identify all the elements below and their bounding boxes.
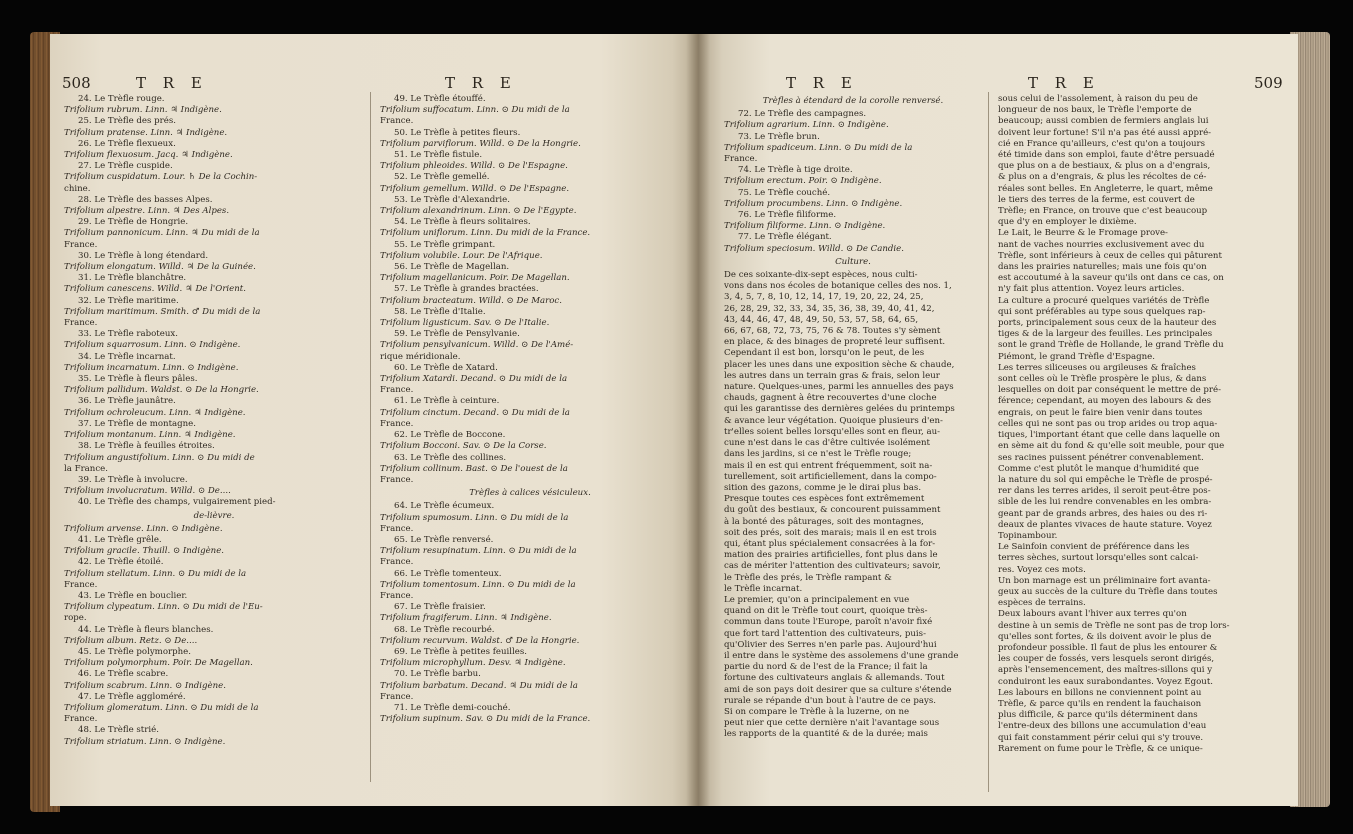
text-line: 64. Le Trèfle écumeux.: [394, 501, 495, 512]
text-line: 38. Le Trèfle à feuilles étroites.: [78, 441, 215, 452]
text-line: cas de mériter l'attention des cultivateurs; savoir,: [724, 561, 941, 572]
text-line: 57. Le Trèfle à grandes bractées.: [394, 284, 539, 295]
text-line: 52. Le Trèfle gemellé.: [394, 172, 490, 183]
text-line: lesquelles on doit par conséquent le mettre de pré-: [998, 385, 1222, 396]
text-line: mation des prairies artificielles, font plus dans le: [724, 550, 938, 561]
text-line: Trèfles à étendard de la corolle renversé.: [762, 96, 944, 106]
left-page-column-rule: [370, 92, 371, 782]
text-line: Trifolium spumosum. Linn. ⊙ Du midi de la: [380, 512, 569, 523]
text-line: Trifolium album. Retz. ⊙ De....: [64, 635, 198, 646]
right-page-column-2: [998, 94, 1260, 755]
text-line: Trifolium resupinatum. Linn. ⊙ Du midi de la: [380, 546, 577, 557]
text-line: tiques, l'important étant que celle dans laquelle on: [998, 430, 1221, 441]
text-line: cié en France qu'ailleurs, c'est qu'on a toujours: [998, 138, 1206, 149]
text-line: sible de les lui rendre convenables en les ombra-: [998, 497, 1212, 508]
text-line: Le premier, qu'on a principalement en vue: [724, 594, 910, 605]
text-line: 25. Le Trèfle des prés.: [78, 116, 176, 127]
text-line: partie du nord & de l'est de la France; il fait la: [724, 662, 928, 673]
left-page-column-1: [64, 94, 364, 748]
text-line: 68. Le Trèfle recourbé.: [394, 624, 495, 635]
text-line: dans les prairies naturelles; mais une fois qu'on: [998, 262, 1207, 273]
text-line: dans les jardins, si ce n'est le Trèfle rouge;: [724, 449, 912, 460]
text-line: & plus on a d'engrais, & plus les récoltes de cé-: [998, 172, 1207, 183]
text-line: Trifolium alexandrinum. Linn. ⊙ De l'Égypte.: [380, 206, 577, 217]
text-line: 36. Le Trèfle jaunâtre.: [78, 396, 176, 407]
text-line: 77. Le Trèfle élégant.: [738, 232, 832, 243]
right-page: [698, 34, 1298, 806]
text-line: France.: [380, 116, 414, 127]
text-line: Trifolium bracteatum. Willd. ⊙ De Maroc.: [380, 295, 562, 306]
text-line: profondeur possible. Il faut de plus les entourer &: [998, 642, 1218, 653]
text-line: vons dans nos écoles de botanique celles des nos. 1,: [724, 281, 952, 292]
text-line: sous celui de l'assolement, à raison du peu de: [998, 94, 1198, 104]
text-line: 54. Le Trèfle à fleurs solitaires.: [394, 217, 531, 228]
text-line: fortune des cultivateurs anglais & allemands. Tout: [724, 673, 945, 684]
text-line: Trifolium microphyllum. Desv. ♃ Indigène.: [380, 658, 566, 669]
text-line: 71. Le Trèfle demi-couché.: [394, 702, 511, 713]
text-line: 62. Le Trèfle de Boccone.: [394, 430, 506, 441]
text-line: Trifolium canescens. Willd. ♃ De l'Orient.: [64, 284, 246, 295]
text-line: France.: [64, 579, 98, 590]
right-page-column-1: [724, 94, 982, 741]
text-line: férence; cependant, au moyen des labours & des: [998, 396, 1211, 407]
text-line: sont le grand Trèfle de Hollande, le grand Trèfle du: [998, 340, 1224, 351]
text-line: espèces de terrains.: [998, 598, 1086, 609]
text-line: 47. Le Trèfle aggloméré.: [78, 691, 186, 702]
text-line: Les terres siliceuses ou argileuses & fraîches: [998, 362, 1196, 373]
text-line: France.: [380, 474, 414, 485]
text-line: longueur de nos baux, le Trèfle l'emporte de: [998, 105, 1192, 116]
text-line: terres sèches, surtout lorsqu'elles sont calcai-: [998, 553, 1199, 564]
text-line: 43. Le Trèfle en bouclier.: [78, 590, 188, 601]
text-line: Trifolium Bocconi. Sav. ⊙ De la Corse.: [380, 441, 547, 452]
text-line: 66, 67, 68, 72, 73, 75, 76 & 78. Toutes s'y sèment: [724, 326, 941, 337]
text-line: en sème ait du fond & qu'elle soit meuble, pour que: [998, 441, 1225, 452]
text-line: la nature du sol qui empêche le Trèfle de prospé-: [998, 474, 1213, 485]
text-line: 32. Le Trèfle maritime.: [78, 295, 179, 306]
text-line: destine à un semis de Trèfle ne sont pas de trop lors-: [998, 620, 1230, 631]
text-line: Trifolium fragiferum. Linn. ♃ Indigène.: [380, 613, 552, 624]
text-line: ses racines puissent pénétrer convenablement.: [998, 452, 1204, 463]
text-line: qu'elles sont fortes, & ils doivent avoir le plus de: [998, 631, 1212, 642]
text-line: Trifolium striatum. Linn. ⊙ Indigène.: [64, 736, 226, 747]
text-line: deaux de plantes vivaces de haute stature. Voyez: [998, 519, 1212, 530]
text-line: 61. Le Trèfle à ceinture.: [394, 396, 500, 407]
text-line: Trifolium involucratum. Willd. ⊙ De....: [64, 486, 231, 497]
text-line: Rarement on fume pour le Trèfle, & ce unique-: [998, 743, 1203, 754]
text-line: Topinambour.: [998, 530, 1058, 541]
text-line: que d'y en employer le dixième.: [998, 217, 1137, 228]
text-line: Si on compare le Trèfle à la luzerne, on ne: [724, 706, 910, 717]
text-line: La culture a procuré quelques variétés de Trèfle: [998, 295, 1210, 306]
text-line: Trifolium maritimum. Smith. ♂ Du midi de la: [64, 306, 261, 317]
text-line: 63. Le Trèfle des collines.: [394, 452, 507, 463]
text-line: 53. Le Trèfle d'Alexandrie.: [394, 194, 510, 205]
text-line: Trifolium suffocatum. Linn. ⊙ Du midi de la: [380, 105, 570, 116]
text-line: 41. Le Trèfle grêle.: [78, 534, 162, 545]
text-line: 26. Le Trèfle flexueux.: [78, 138, 176, 149]
text-line: Trifolium ochroleucum. Linn. ♃ Indigène.: [64, 407, 246, 418]
text-line: 29. Le Trèfle de Hongrie.: [78, 217, 189, 228]
text-line: les rapports de la quantité & de la durée; mais: [724, 729, 928, 740]
text-line: 24. Le Trèfle rouge.: [78, 94, 165, 104]
text-line: Le Lait, le Beurre & le Fromage prove-: [998, 228, 1168, 239]
text-line: geant par de grands arbres, des haies ou des ri-: [998, 508, 1208, 519]
open-book: [22, 12, 1340, 824]
text-line: 42. Le Trèfle étoilé.: [78, 557, 164, 568]
text-line: Trifolium phleoides. Willd. ⊙ De l'Espagne.: [380, 161, 568, 172]
text-line: France.: [380, 557, 414, 568]
text-line: 3, 4, 5, 7, 8, 10, 12, 14, 17, 19, 20, 22, 24, 25,: [724, 292, 924, 303]
left-page-number: 508: [62, 74, 91, 92]
text-line: France.: [64, 318, 98, 329]
text-line: tiges & de la largeur des feuilles. Les principales: [998, 329, 1213, 340]
text-line: Trifolium squarrosum. Linn. ⊙ Indigène.: [64, 340, 241, 351]
text-line: 43, 44, 46, 47, 48, 49, 50, 53, 57, 58, 64, 65,: [724, 314, 919, 325]
text-line: Trifolium speciosum. Willd. ⊙ De Candie.: [724, 243, 904, 254]
text-line: Trèfle, & parce qu'ils en rendent la fauchaison: [998, 698, 1202, 709]
text-line: qui sont préférables au type sous quelques rap-: [998, 306, 1206, 317]
text-line: commun dans toute l'Europe, paroît n'avoir fixé: [724, 617, 933, 628]
text-line: France.: [380, 590, 414, 601]
text-line: l'entre-deux des billons une accumulation d'eau: [998, 721, 1207, 732]
text-line: nant de vaches nourries exclusivement avec du: [998, 239, 1205, 250]
text-line: Trèfle, sont inférieurs à ceux de celles qui pâturent: [998, 250, 1222, 261]
right-running-head-1: T R E: [786, 74, 858, 92]
text-line: Trifolium elongatum. Willd. ♃ De la Guinée.: [64, 262, 256, 273]
text-line: France.: [64, 714, 98, 725]
text-line: Trifolium polymorphum. Poir. De Magellan.: [64, 658, 253, 669]
text-line: 39. Le Trèfle à involucre.: [78, 474, 188, 485]
text-line: 31. Le Trèfle blanchâtre.: [78, 273, 187, 284]
text-line: Trifolium pannonicum. Linn. ♃ Du midi de la: [64, 228, 260, 239]
text-line: Deux labours avant l'hiver aux terres qu'on: [998, 609, 1187, 620]
text-line: Trifolium magellanicum. Poir. De Magellan.: [380, 273, 570, 284]
text-line: sition des gazons, comme je le dirai plus bas.: [724, 482, 922, 493]
text-line: 48. Le Trèfle strié.: [78, 725, 159, 736]
text-line: Les labours en billons ne conviennent point au: [998, 687, 1202, 698]
text-line: Trifolium gracile. Thuill. ⊙ Indigène.: [64, 546, 225, 557]
text-line: n'y fait plus attention. Voyez leurs articles.: [998, 284, 1185, 295]
left-page: [50, 34, 698, 806]
text-line: 70. Le Trèfle barbu.: [394, 669, 481, 680]
text-line: les autres dans un terrain gras & frais, selon leur: [724, 370, 940, 381]
text-line: 30. Le Trèfle à long étendard.: [78, 250, 209, 261]
text-line: Trifolium tomentosum. Linn. ⊙ Du midi de la: [380, 579, 576, 590]
text-line: Trifolium pensylvanicum. Willd. ⊙ De l'Amé-: [380, 340, 574, 351]
text-line: mais il en est qui entrent fréquemment, soit na-: [724, 460, 933, 471]
text-line: le Trèfle des prés, le Trèfle rampant &: [724, 572, 892, 583]
text-line: 76. Le Trèfle filiforme.: [738, 210, 837, 221]
text-line: Trifolium scabrum. Linn. ⊙ Indigène.: [64, 680, 226, 691]
text-line: 34. Le Trèfle incarnat.: [78, 351, 176, 362]
text-line: France.: [380, 691, 414, 702]
text-line: 26, 28, 29, 32, 33, 34, 35, 36, 38, 39, 40, 41, 42,: [724, 303, 935, 314]
text-line: ports, principalement sous ceux de la hauteur des: [998, 318, 1217, 329]
text-line: beaucoup; aussi combien de fermiers anglais lui: [998, 116, 1209, 127]
text-line: 37. Le Trèfle de montagne.: [78, 418, 197, 429]
text-line: peut nier que cette dernière n'ait l'avantage sous: [724, 718, 940, 729]
text-line: rope.: [64, 613, 87, 624]
left-running-head-1: T R E: [136, 74, 208, 92]
right-page-number: 509: [1254, 74, 1283, 92]
text-line: De ces soixante-dix-sept espèces, nous culti-: [724, 270, 918, 281]
text-line: Trifolium arvense. Linn. ⊙ Indigène.: [64, 523, 223, 534]
text-line: rer dans les terres arides, il seroit peut-être pos-: [998, 486, 1211, 497]
text-line: Comme c'est plutôt le manque d'humidité que: [998, 463, 1200, 474]
text-line: Trifolium montanum. Linn. ♃ Indigène.: [64, 430, 236, 441]
text-line: rique méridionale.: [380, 351, 461, 362]
text-line: que fort tard l'attention des cultivateurs, puis-: [724, 628, 926, 639]
text-line: Trifolium cinctum. Decand. ⊙ Du midi de la: [380, 407, 570, 418]
text-line: 27. Le Trèfle cuspide.: [78, 161, 173, 172]
text-line: Trifolium incarnatum. Linn. ⊙ Indigène.: [64, 362, 239, 373]
text-line: Trifolium filiforme. Linn. ⊙ Indigène.: [724, 221, 886, 232]
text-line: nature. Quelques-unes, parmi les annuelles des pays: [724, 382, 954, 393]
text-line: quand on dit le Trèfle tout court, quoique très-: [724, 606, 928, 617]
text-line: 35. Le Trèfle à fleurs pâles.: [78, 374, 198, 385]
text-line: les couper de fossés, vers lesquels seront dirigés,: [998, 654, 1215, 665]
text-line: est accoutumé à la saveur qu'ils ont dans ce cas, on: [998, 273, 1224, 284]
text-line: 66. Le Trèfle tomenteux.: [394, 568, 502, 579]
text-line: Trifolium rubrum. Linn. ♃ Indigène.: [64, 105, 222, 116]
text-line: Trifolium glomeratum. Linn. ⊙ Du midi de la: [64, 702, 259, 713]
text-line: Trifolium collinum. Bast. ⊙ De l'ouest de la: [380, 463, 568, 474]
text-line: Le Sainfoin convient de préférence dans les: [998, 542, 1190, 553]
text-line: tr'elles soient belles lorsqu'elles sont en fleur, au-: [724, 426, 941, 437]
text-line: Trifolium volubile. Lour. De l'Afrique.: [380, 250, 543, 261]
text-line: engrais, on peut le faire bien venir dans toutes: [998, 407, 1203, 418]
text-line: Trifolium recurvum. Waldst. ♂ De la Hongrie.: [380, 635, 580, 646]
book-gutter: [686, 34, 710, 806]
text-line: en place, & des binages de propreté leur suffisent.: [724, 337, 946, 348]
text-line: du goût des bestiaux, & concourent puissamment: [724, 505, 941, 516]
text-line: rurale se répande d'un bout à l'autre de ce pays.: [724, 695, 936, 706]
text-line: Trifolium agrarium. Linn. ⊙ Indigène.: [724, 120, 889, 131]
text-line: Trifolium flexuosum. Jacq. ♃ Indigène.: [64, 150, 233, 161]
text-line: Presque toutes ces espèces font extrêmement: [724, 494, 925, 505]
text-line: Cependant il est bon, lorsqu'on le peut, de les: [724, 348, 925, 359]
text-line: la France.: [64, 463, 108, 474]
text-line: Trifolium parviflorum. Willd. ⊙ De la Hongrie.: [380, 138, 581, 149]
text-line: res. Voyez ces mots.: [998, 564, 1086, 575]
text-line: plus difficile, & parce qu'ils déterminent dans: [998, 710, 1198, 721]
text-line: 58. Le Trèfle d'Italie.: [394, 306, 486, 317]
text-line: 45. Le Trèfle polymorphe.: [78, 646, 191, 657]
text-line: 72. Le Trèfle des campagnes.: [738, 109, 867, 120]
text-line: 33. Le Trèfle raboteux.: [78, 329, 178, 340]
text-line: 67. Le Trèfle fraisier.: [394, 602, 486, 613]
text-line: à la bonté des pâturages, soit des montagnes,: [724, 516, 924, 527]
text-line: France.: [724, 154, 758, 165]
text-line: Piémont, le grand Trèfle d'Espagne.: [998, 351, 1155, 362]
text-line: soit des prés, soit des marais; mais il en est trois: [724, 527, 937, 538]
text-line: Trifolium Xatardi. Decand. ⊙ Du midi de la: [380, 374, 568, 385]
text-line: après l'ensemencement, des maîtres-sillons qui y: [998, 665, 1213, 676]
text-line: Trèfle; en France, on trouve que c'est beaucoup: [998, 206, 1208, 217]
text-line: 56. Le Trèfle de Magellan.: [394, 262, 510, 273]
text-line: Trifolium pratense. Linn. ♃ Indigène.: [64, 127, 228, 138]
text-line: qui fait constamment périr celui qui s'y trouve.: [998, 732, 1204, 743]
text-line: été timide dans son emploi, faute d'être persuadé: [998, 150, 1215, 161]
text-line: 51. Le Trèfle fistule.: [394, 150, 483, 161]
text-line: 46. Le Trèfle scabre.: [78, 669, 169, 680]
text-line: Trifolium supinum. Sav. ⊙ Du midi de la France.: [380, 714, 591, 725]
text-line: 74. Le Trèfle à tige droite.: [738, 165, 853, 176]
text-line: le Trèfle incarnat.: [724, 583, 803, 594]
text-line: France.: [64, 239, 98, 250]
text-line: qu'Olivier des Serres n'en parle pas. Aujourd'hui: [724, 639, 937, 650]
text-line: Un bon marnage est un préliminaire fort avanta-: [998, 575, 1211, 586]
text-line: Trifolium clypeatum. Linn. ⊙ Du midi de l'Eu-: [64, 602, 263, 613]
text-line: Trifolium procumbens. Linn. ⊙ Indigène.: [724, 198, 903, 209]
left-page-column-2: [380, 94, 680, 725]
text-line: chauds, gagnent à être recouvertes d'une cloche: [724, 393, 937, 404]
text-line: 55. Le Trèfle grimpant.: [394, 239, 496, 250]
text-line: turellement, soit artificiellement, dans la compo-: [724, 471, 937, 482]
text-line: placer les unes dans une exposition sèche & chaude,: [724, 359, 955, 370]
text-line: sont celles où le Trèfle prospère le plus, & dans: [998, 374, 1207, 385]
text-line: Trifolium angustifolium. Linn. ⊙ Du midi de: [64, 452, 255, 463]
text-line: Trifolium stellatum. Linn. ⊙ Du midi de la: [64, 568, 247, 579]
text-line: Trifolium ligusticum. Sav. ⊙ De l'Italie.: [380, 318, 550, 329]
text-line: cune n'est dans le cas d'être cultivée isolément: [724, 438, 930, 449]
text-line: 49. Le Trèfle étouffé.: [394, 94, 486, 104]
text-line: 28. Le Trèfle des basses Alpes.: [78, 194, 213, 205]
text-line: France.: [380, 418, 414, 429]
text-line: Culture.: [835, 256, 871, 267]
text-line: il entre dans le système des assolemens d'une grande: [724, 650, 959, 661]
text-line: 75. Le Trèfle couché.: [738, 187, 831, 198]
text-line: 50. Le Trèfle à petites fleurs.: [394, 127, 521, 138]
text-line: 73. Le Trèfle brun.: [738, 131, 820, 142]
text-line: Trifolium barbatum. Decand. ♃ Du midi de la: [380, 680, 578, 691]
text-line: & avance leur végétation. Quoique plusieurs d'en-: [724, 415, 943, 426]
text-line: Trèfles à calices vésiculeux.: [469, 488, 591, 499]
text-line: de-lièvre.: [193, 510, 235, 521]
text-line: Trifolium alpestre. Linn. ♃ Des Alpes.: [64, 206, 230, 217]
text-line: qui, étant plus spécialement consacrées à la for-: [724, 538, 936, 549]
left-running-head-2: T R E: [445, 74, 517, 92]
text-line: Trifolium cuspidatum. Lour. ♄ De la Cochin-: [64, 172, 258, 183]
text-line: celles qui ne sont pas ou trop arides ou trop aqua-: [998, 418, 1218, 429]
text-line: chine.: [64, 183, 91, 194]
text-line: 65. Le Trèfle renversé.: [394, 534, 494, 545]
text-line: ami de son pays doit desirer que sa culture s'étende: [724, 684, 952, 695]
text-line: 60. Le Trèfle de Xatard.: [394, 362, 498, 373]
text-line: 69. Le Trèfle à petites feuilles.: [394, 646, 527, 657]
right-running-head-2: T R E: [1028, 74, 1100, 92]
text-line: Trifolium spadiceum. Linn. ⊙ Du midi de la: [724, 142, 913, 153]
text-line: Trifolium uniflorum. Linn. Du midi de la France.: [380, 228, 591, 239]
text-line: Trifolium gemellum. Willd. ⊙ De l'Espagne.: [380, 183, 570, 194]
text-line: 40. Le Trèfle des champs, vulgairement pied-: [78, 497, 276, 508]
text-line: que plus on a de bestiaux, & plus on a d'engrais,: [998, 161, 1211, 172]
text-line: doivent leur fortune! S'il n'a pas été aussi appré-: [998, 127, 1212, 138]
right-page-column-rule: [988, 92, 989, 792]
text-line: conduiront les eaux surabondantes. Voyez Égout.: [998, 676, 1214, 687]
text-line: le tiers des terres de la ferme, est couvert de: [998, 194, 1195, 205]
text-line: Trifolium pallidum. Waldst. ⊙ De la Hongrie.: [64, 385, 259, 396]
text-line: 44. Le Trèfle à fleurs blanches.: [78, 624, 214, 635]
text-line: France.: [380, 385, 414, 396]
text-line: réales sont belles. En Angleterre, le quart, même: [998, 183, 1213, 194]
text-line: qui les garantisse des dernières gelées du printemps: [724, 404, 955, 415]
text-line: geux au succès de la culture du Trèfle dans toutes: [998, 586, 1218, 597]
text-line: 59. Le Trèfle de Pensylvanie.: [394, 329, 520, 340]
text-line: Trifolium erectum. Poir. ⊙ Indigène.: [724, 176, 882, 187]
text-line: France.: [380, 523, 414, 534]
